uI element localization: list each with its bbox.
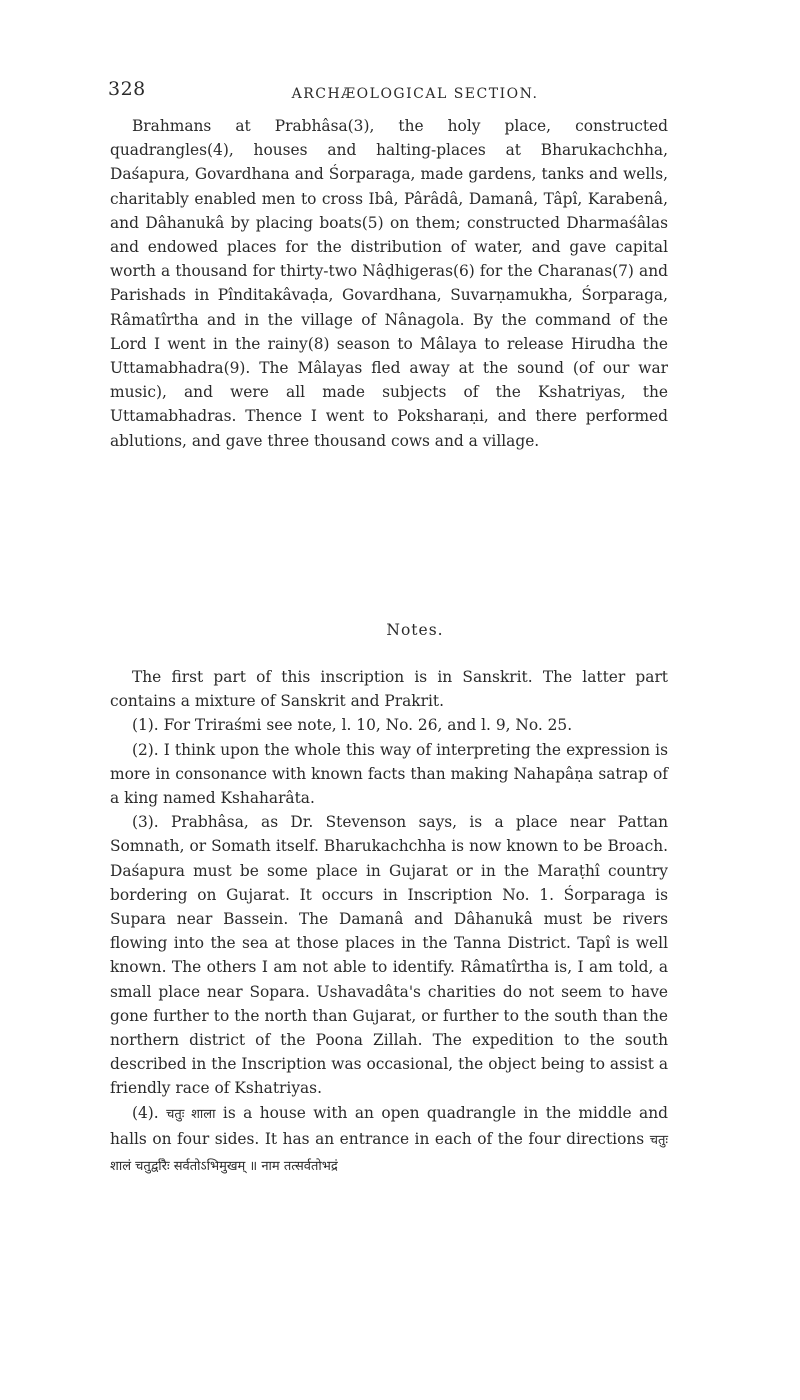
note-4-sanskrit-quote: चतुः शालं चतुर्द्वारैः सर्वतोऽभिमुखम् ॥ नाम तत्सर्वतोभद्रं	[110, 1132, 668, 1175]
translation-paragraph: Brahmans at Prabhâsa(3), the holy place, constructed quadrangles(4), houses and halting-places at Bharukachchha, Daśapura, Govardhana and Śorparaga, made gardens, tanks and wells, charitably enabled men to cross Ibâ, Pârâdâ, Damanâ, Tâpî, Karabenâ, and Dâhanukâ by placing boats(5) on them; constructed Dharmaśâlas and endowed places for the distribution of water, and gave capital worth a thousand for thirty-two Nâḍhigeras(6) for the Charanas(7) and Parishads in Pînditakâvaḍa, Govardhana, Suvarṇamukha, Śorparaga, Râmatîrtha and in the village of Nânagola. By the command of the Lord I went in the rainy(8) season to Mâlaya to release Hirudha the Uttamabhadra(9). The Mâlayas fled away at the sound (of our war music), and were all made subjects of the Kshatriyas, the Uttamabhadras. Thence I went to Poksharaṇi, and there performed ablutions, and gave three thousand cows and a village.	[110, 117, 668, 450]
note-4	[110, 1101, 668, 1180]
notes-block	[110, 665, 668, 1179]
note-4-text: is a house with an open quadrangle in the middle and halls on four sides. It has an entrance in each of the four directions	[110, 1103, 668, 1148]
note-2: (2). I think upon the whole this way of interpreting the expression is more in consonance with known facts than making Nahapâṇa satrap of a king named Kshaharâta.	[110, 740, 668, 808]
note-4-sanskrit-term: चतुः शाला	[166, 1106, 216, 1122]
notes-intro: The first part of this inscription is in Sanskrit. The latter part contains a mixture of Sanskrit and Prakrit.	[110, 668, 668, 711]
translation-block	[110, 114, 668, 453]
note-3: (3). Prabhâsa, as Dr. Stevenson says, is a place near Pattan Somnath, or Somath itself. Bharukachchha is now known to be Broach. Daśapura must be some place in Gujarat or in the Maraṭhî country bordering on Gujarat. It occurs in Inscription No. 1. Śorparaga is Supara near Bassein. The Damanâ and Dâhanukâ must be rivers flowing into the sea at those places in the Tanna District. Tapî is well known. The others I am not able to identify. Râmatîrtha is, I am told, a small place near Sopara. Ushavadâta's charities do not seem to have gone further to the north than Gujarat, or further to the south than the northern district of the Poona Zillah. The expedition to the south described in the Inscription was occasional, the object being to assist a friendly race of Kshatriyas.	[110, 813, 668, 1098]
notes-heading: Notes.	[386, 621, 444, 639]
note-4-label: (4).	[132, 1103, 159, 1122]
running-title: ARCHÆOLOGICAL SECTION.	[291, 86, 539, 102]
page-number: 328	[108, 78, 146, 100]
note-1: (1). For Triraśmi see note, l. 10, No. 26, and l. 9, No. 25.	[132, 716, 573, 735]
